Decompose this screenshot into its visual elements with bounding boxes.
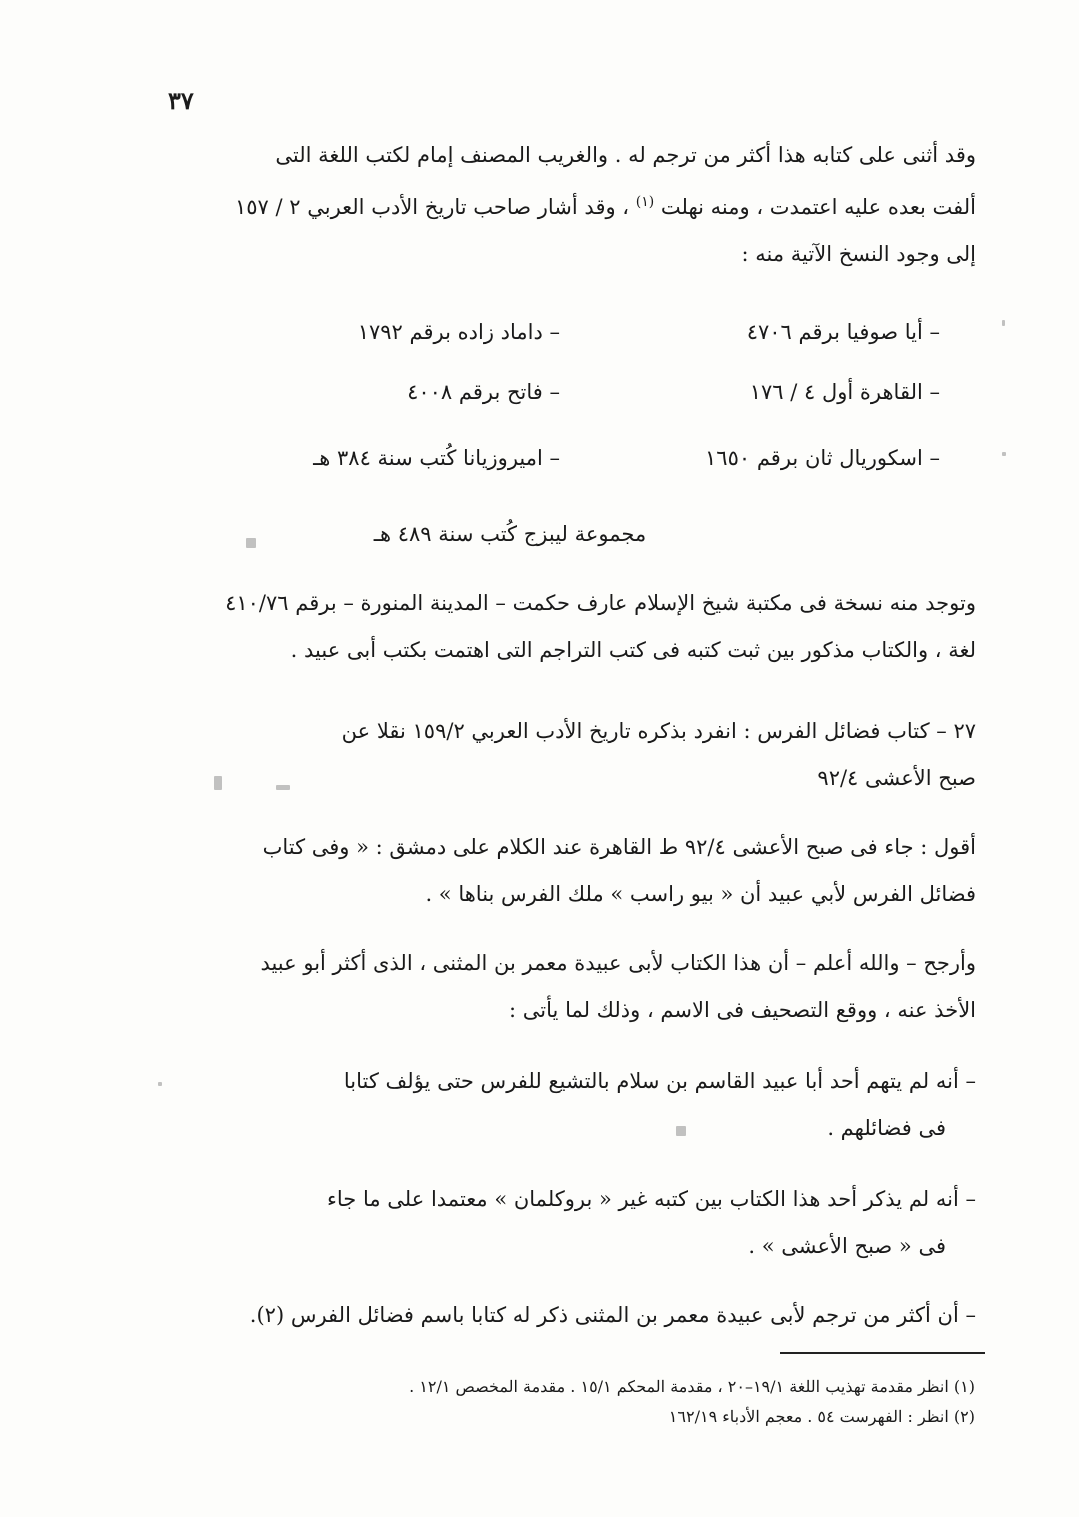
reason-1	[176, 1058, 976, 1152]
aqool-line-2: فضائل الفرس لأبي عبيد أن « بيو راسب » ملك الفرس بناها » .	[425, 882, 976, 906]
medina-line-2: لغة ، والكتاب مذكور بين ثبت كتبه فى كتب التراجم التى اهتمت بكتب أبى عبيد .	[290, 638, 976, 662]
footnote-1: (١) انظر مقدمة تهذيب اللغة ١٩/١–٢٠ ، مقدمة المحكم ١٥/١ . مقدمة المخصص ١٢/١ .	[409, 1377, 975, 1396]
manuscript-item: – اسكوريال ثان برقم ١٦٥٠	[705, 446, 940, 470]
arjah-line-2: الأخذ عنه ، ووقع التصحيف فى الاسم ، وذلك لما يأتى :	[509, 998, 976, 1022]
aqool-line-1: أقول : جاء فى صبح الأعشى ٩٢/٤ ط القاهرة عند الكلام على دمشق : « وفى كتاب	[262, 835, 976, 859]
intro-line-2-a: ألفت بعده عليه اعتمدت ، ومنه نهلت	[654, 195, 976, 219]
intro-paragraph	[150, 132, 976, 278]
page-number: ٣٧	[168, 86, 194, 115]
item-27-line-2: صبح الأعشى ٩٢/٤	[817, 766, 976, 790]
scan-speck	[1002, 320, 1005, 326]
leipzig-collection: مجموعة ليبزج كُتب سنة ٤٨٩ هـ	[373, 522, 647, 546]
scan-speck	[676, 1126, 686, 1136]
manuscript-row	[180, 320, 940, 360]
footnote-ref-1: (١)	[635, 194, 655, 210]
reason-1-line-1: – أنه لم يتهم أحد أبا عبيد القاسم بن سلام بالتشيع للفرس حتى يؤلف كتابا	[343, 1069, 976, 1093]
medina-line-1: وتوجد منه نسخة فى مكتبة شيخ الإسلام عارف حكمت – المدينة المنورة – برقم ٤١٠/٧٦	[225, 591, 976, 615]
manuscript-item: – داماد زاده برقم ١٧٩٢	[357, 320, 560, 344]
scan-speck	[214, 776, 222, 790]
reason-1-line-2: فى فضائلهم .	[827, 1116, 946, 1140]
arjah-line-1: وأرجح – والله أعلم – أن هذا الكتاب لأبى عبيدة معمر بن المثنى ، الذى أكثر أبو عبيد	[260, 951, 976, 975]
reason-3-line-1: – أن أكثر من ترجم لأبى عبيدة معمر بن المثنى ذكر له كتابا باسم فضائل الفرس (٢).	[249, 1303, 976, 1327]
arjah-paragraph	[150, 940, 976, 1034]
intro-line-2-b: ، وقد أشار صاحب تاريخ الأدب العربي ٢ / ١٥٧	[234, 195, 636, 219]
manuscript-item: – القاهرة أول ٤ / ١٧٦	[749, 380, 940, 404]
footnotes	[250, 1372, 975, 1432]
scan-speck	[158, 1082, 162, 1086]
intro-line-2	[150, 179, 976, 231]
manuscript-row	[180, 446, 940, 486]
manuscript-row	[180, 380, 940, 420]
manuscript-item: – اميروزيانا كُتب سنة ٣٨٤ هـ	[313, 446, 560, 470]
item-27-paragraph	[150, 708, 976, 802]
reason-2	[176, 1176, 976, 1270]
aqool-paragraph	[150, 824, 976, 918]
manuscript-item: – فاتح برقم ٤٠٠٨	[407, 380, 560, 404]
footnote-2: (٢) انظر : الفهرست ٥٤ . معجم الأدباء ١٦٢/١٩	[668, 1407, 975, 1426]
reason-3	[176, 1292, 976, 1339]
scan-speck	[276, 785, 290, 790]
reason-2-line-1: – أنه لم يذكر أحد هذا الكتاب بين كتبه غير « بروكلمان » معتمدا على ما جاء	[327, 1187, 976, 1211]
footnote-separator	[780, 1352, 985, 1354]
scan-speck	[1002, 452, 1006, 456]
intro-line-3: إلى وجود النسخ الآتية منه :	[741, 242, 976, 266]
intro-line-1: وقد أثنى على كتابه هذا أكثر من ترجم له . والغريب المصنف إمام لكتب اللغة التى	[275, 143, 976, 167]
reason-2-line-2: فى « صبح الأعشى » .	[748, 1234, 946, 1258]
scan-speck	[246, 538, 256, 548]
manuscript-item: – أيا صوفيا برقم ٤٧٠٦	[746, 320, 940, 344]
item-27-line-1: ٢٧ – كتاب فضائل الفرس : انفرد بذكره تاريخ الأدب العربي ١٥٩/٢ نقلا عن	[341, 719, 976, 743]
medina-paragraph	[150, 580, 976, 674]
